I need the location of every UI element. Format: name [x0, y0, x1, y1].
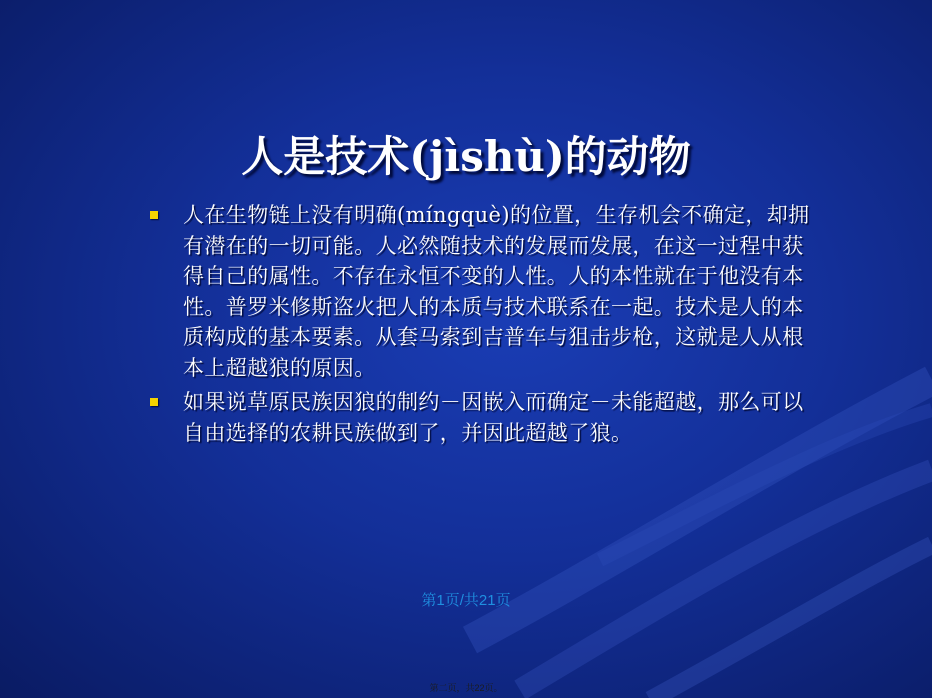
- bullet-item: [150, 200, 810, 383]
- bullet-text: 人在生物链上没有明确(míngquè)的位置，生存机会不确定，却拥有潜在的一切可能。人必然随技术的发展而发展，在这一过程中获得自己的属性。不存在永恒不变的人性。人的本性就在于他没有本性。普罗米修斯盗火把人的本质与技术联系在一起。技术是人的本质构成的基本要素。从套马索到吉普车与狙击步枪，这就是人从根本上超越狼的原因。: [183, 203, 810, 380]
- bullet-text: 如果说草原民族因狼的制约－因嵌入而确定－未能超越，那么可以自由选择的农耕民族做到了，并因此超越了狼。: [183, 390, 804, 445]
- slide-title: 人是技术(jìshù)的动物: [241, 132, 691, 181]
- bullet-list: [150, 200, 810, 452]
- bullet-square-icon: [150, 211, 158, 219]
- bullet-item: [150, 387, 810, 448]
- page-footer: 第二页，共22页。: [429, 683, 503, 693]
- page-indicator: 第1页/共21页: [421, 592, 511, 609]
- bullet-square-icon: [150, 398, 158, 406]
